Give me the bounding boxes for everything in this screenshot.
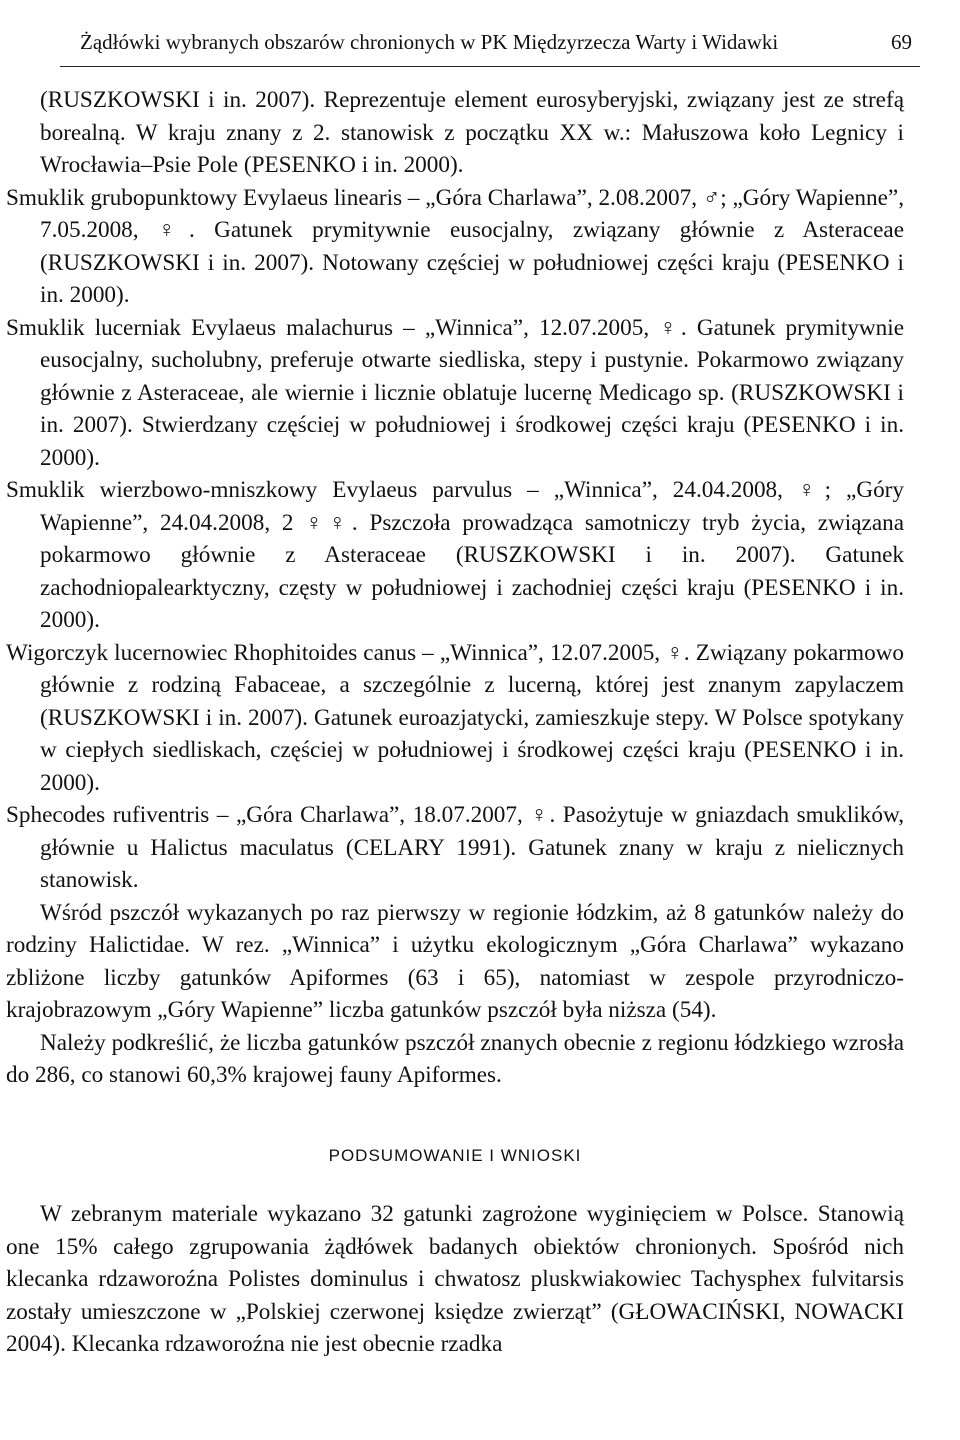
species-entry-rhophitoides-canus: Wigorczyk lucernowiec Rhophitoides canus – „Winnica”, 12.07.2005, ♀. Związany pokarmowo głównie z rodziną Fabaceae, a szczególnie z lucerną, której jest znanym zapylaczem (RUSZKOWSKI i in. 2007). Gatunek euroazjatycki, zamieszkuje stepy. W Polsce spotykany w ciepłych siedliskach, częściej w południowej i środkowej części kraju (PESENKO i in. 2000). bbox=[6, 639, 904, 796]
species-entry-evylaeus-malachurus: Smuklik lucerniak Evylaeus malachurus – „Winnica”, 12.07.2005, ♀. Gatunek prymitywnie eusocjalny, sucholubny, preferuje otwarte siedliska, stepy i pustynie. Pokarmowo związany głównie z Asteraceae, ale wiernie i licznie oblatuje lucernę Medicago sp. (RUSZKOWSKI i in. 2007). Stwierdzany częściej w południowej i środkowej części kraju (PESENKO i in. 2000). bbox=[6, 314, 904, 471]
article-body bbox=[6, 84, 904, 1361]
running-header bbox=[60, 26, 920, 67]
discussion-paragraph: Należy podkreślić, że liczba gatunków pszczół znanych obecnie z regionu łódzkiego wzrosła do 286, co stanowi 60,3% krajowej fauny Apiformes. bbox=[6, 1029, 904, 1088]
species-entry-evylaeus-parvulus: Smuklik wierzbowo-mniszkowy Evylaeus parvulus – „Winnica”, 24.04.2008, ♀; „Góry Wapienne”, 24.04.2008, 2 ♀♀. Pszczoła prowadząca samotniczy tryb życia, związana pokarmowo głównie z Asteraceae (RUSZKOWSKI i in. 2007). Gatunek zachodniopalearktyczny, częsty w południowej i zachodniej części kraju (PESENKO i in. 2000). bbox=[6, 477, 904, 633]
species-entry-sphecodes-rufiventris: Sphecodes rufiventris – „Góra Charlawa”, 18.07.2007, ♀. Pasożytuje w gniazdach smuklików, głównie u Halictus maculatus (CELARY 1991). Gatunek znany w kraju z nielicznych stanowisk. bbox=[6, 802, 904, 893]
discussion-paragraph: Wśród pszczół wykazanych po raz pierwszy w regionie łódzkim, aż 8 gatunków należy do rodziny Halictidae. W rez. „Winnica” i użytku ekologicznym „Góra Charlawa” wykazano zbliżone liczby gatunków Apiformes (63 i 65), natomiast w zespole przyrodniczo-krajobrazowym „Góry Wapienne” liczba gatunków pszczół była niższa (54). bbox=[6, 899, 904, 1023]
page-number: 69 bbox=[891, 30, 912, 54]
running-title: Żądłówki wybranych obszarów chronionych w PK Międzyrzecza Warty i Widawki bbox=[80, 30, 779, 54]
species-entry-evylaeus-linearis: Smuklik grubopunktowy Evylaeus linearis – „Góra Charlawa”, 2.08.2007, ♂; „Góry Wapienne”, 7.05.2008, ♀. Gatunek prymitywnie eusocjalny, związany głównie z Asteraceae (RUSZKOWSKI i in. 2007). Notowany częściej w południowej części kraju (PESENKO i in. 2000). bbox=[6, 184, 904, 308]
paragraph-continuation: (RUSZKOWSKI i in. 2007). Reprezentuje element eurosyberyjski, związany jest ze strefą borealną. W kraju znany z 2. stanowisk z początku XX w.: Małuszowa koło Legnicy i Wrocławia–Psie Pole (PESENKO i in. 2000). bbox=[40, 87, 904, 178]
summary-paragraph: W zebranym materiale wykazano 32 gatunki zagrożone wyginięciem w Polsce. Stanowią one 15% całego zgrupowania żądłówek badanych obiektów chronionych. Spośród nich klecanka rdzaworoźna Polistes dominulus i chwatosz pluskwiakowiec Tachysphex fulvitarsis zostały umieszczone w „Polskiej czerwonej księdze zwierząt” (GŁOWACIŃSKI, NOWACKI 2004). Klecanka rdzaworoźna nie jest obecnie rzadka bbox=[6, 1201, 904, 1357]
section-heading: PODSUMOWANIE I WNIOSKI bbox=[328, 1145, 582, 1165]
